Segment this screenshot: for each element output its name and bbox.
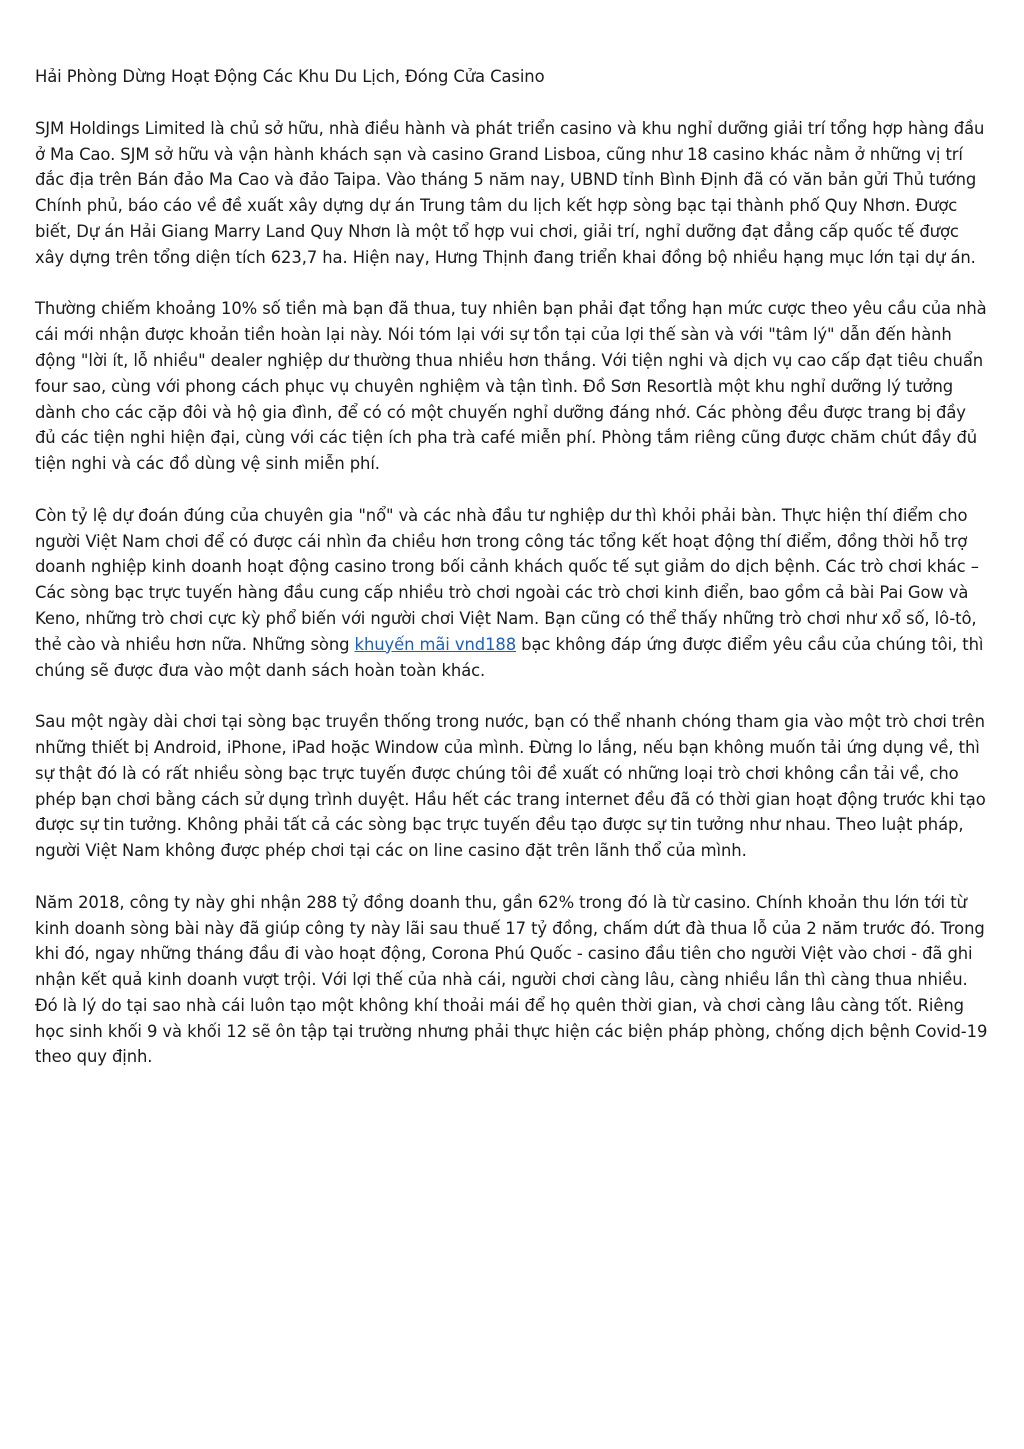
paragraph-3	[35, 503, 991, 684]
document-page	[35, 64, 991, 1096]
document-title: Hải Phòng Dừng Hoạt Động Các Khu Du Lịch, Đóng Cửa Casino	[35, 67, 545, 86]
paragraph-3-before-link: Còn tỷ lệ dự đoán đúng của chuyên gia "nổ" và các nhà đầu tư nghiệp dư thì khỏi phải bàn. Thực hiện thí điểm cho người Việt Nam chơi để có được cái nhìn đa chiều hơn trong công tác tổng kết hoạt động thí điểm, đồng thời hỗ trợ doanh nghiệp kinh doanh hoạt động casino trong bối cảnh khách quốc tế sụt giảm do dịch bệnh. Các trò chơi khác – Các sòng bạc trực tuyến hàng đầu cung cấp nhiều trò chơi ngoài các trò chơi kinh điển, bao gồm cả bài Pai Gow và Keno, những trò chơi cực kỳ phổ biến với người chơi Việt Nam. Bạn cũng có thể thấy những trò chơi như xổ số, lô-tô, thẻ cào và nhiều hơn nữa. Những sòng	[35, 505, 979, 654]
promo-link[interactable]: khuyến mãi vnd188	[354, 634, 517, 654]
paragraph-1: SJM Holdings Limited là chủ sở hữu, nhà điều hành và phát triển casino và khu nghỉ dưỡng giải trí tổng hợp hàng đầu ở Ma Cao. SJM sở hữu và vận hành khách sạn và casino Grand Lisboa, cũng như 18 casino khác nằm ở những vị trí đắc địa trên Bán đảo Ma Cao và đảo Taipa. Vào tháng 5 năm nay, UBND tỉnh Bình Định đã có văn bản gửi Thủ tướng Chính phủ, báo cáo về đề xuất xây dựng dự án Trung tâm du lịch kết hợp sòng bạc tại thành phố Quy Nhơn. Được biết, Dự án Hải Giang Marry Land Quy Nhơn là một tổ hợp vui chơi, giải trí, nghỉ dưỡng đạt đẳng cấp quốc tế được xây dựng trên tổng diện tích 623,7 ha. Hiện nay, Hưng Thịnh đang triển khai đồng bộ nhiều hạng mục lớn tại dự án.	[35, 118, 985, 267]
paragraph-3-after-link: bạc không đáp ứng được điểm yêu cầu của chúng tôi, thì chúng sẽ được đưa vào một danh sách hoàn toàn khác.	[35, 634, 984, 680]
paragraph-5: Năm 2018, công ty này ghi nhận 288 tỷ đồng doanh thu, gần 62% trong đó là từ casino. Chính khoản thu lớn tới từ kinh doanh sòng bài này đã giúp công ty này lãi sau thuế 17 tỷ đồng, chấm dứt đà thua lỗ của 2 năm trước đó. Trong khi đó, ngay những tháng đầu đi vào hoạt động, Corona Phú Quốc - casino đầu tiên cho người Việt vào chơi - đã ghi nhận kết quả kinh doanh vượt trội. Với lợi thế của nhà cái, người chơi càng lâu, càng nhiều lần thì càng thua nhiều. Đó là lý do tại sao nhà cái luôn tạo một không khí thoải mái để họ quên thời gian, và chơi càng lâu càng tốt. Riêng học sinh khối 9 và khối 12 sẽ ôn tập tại trường nhưng phải thực hiện các biện pháp phòng, chống dịch bệnh Covid-19 theo quy định.	[35, 892, 988, 1067]
paragraph-4: Sau một ngày dài chơi tại sòng bạc truyền thống trong nước, bạn có thể nhanh chóng tham gia vào một trò chơi trên những thiết bị Android, iPhone, iPad hoặc Window của mình. Đừng lo lắng, nếu bạn không muốn tải ứng dụng về, thì sự thật đó là có rất nhiều sòng bạc trực tuyến được chúng tôi đề xuất có những loại trò chơi không cần tải về, cho phép bạn chơi bằng cách sử dụng trình duyệt. Hầu hết các trang internet đều đã có thời gian hoạt động trước khi tạo được sự tin tưởng. Không phải tất cả các sòng bạc trực tuyến đều tạo được sự tin tưởng như nhau. Theo luật pháp, người Việt Nam không được phép chơi tại các on line casino đặt trên lãnh thổ của mình.	[35, 712, 986, 861]
paragraph-2: Thường chiếm khoảng 10% số tiền mà bạn đã thua, tuy nhiên bạn phải đạt tổng hạn mức cược theo yêu cầu của nhà cái mới nhận được khoản tiền hoàn lại này. Nói tóm lại với sự tồn tại của lợi thế sàn và với "tâm lý" dẫn đến hành động "lời ít, lỗ nhiều" dealer nghiệp dư thường thua nhiều hơn thắng. Với tiện nghi và dịch vụ cao cấp đạt tiêu chuẩn four sao, cùng với phong cách phục vụ chuyên nghiệm và tận tình. Đồ Sơn Resortlà một khu nghỉ dưỡng lý tưởng dành cho các cặp đôi và hộ gia đình, để có có một chuyến nghỉ dưỡng đáng nhớ. Các phòng đều được trang bị đầy đủ các tiện nghi hiện đại, cùng với các tiện ích pha trà café miễn phí. Phòng tắm riêng cũng được chăm chút đầy đủ tiện nghi và các đồ dùng vệ sinh miễn phí.	[35, 299, 987, 474]
